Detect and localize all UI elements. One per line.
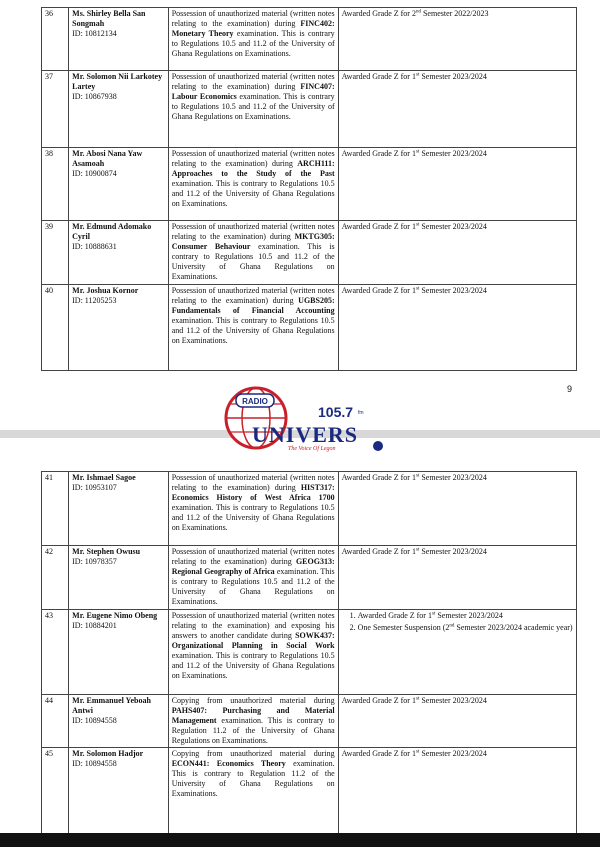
logo-fm: fm [358, 410, 364, 416]
student-id: ID: 10978357 [72, 557, 117, 566]
table-row [42, 748, 577, 834]
table-row [42, 221, 577, 285]
student-id: ID: 10884201 [72, 621, 117, 630]
student-cell [69, 610, 169, 695]
table-row [42, 610, 577, 695]
page-number: 9 [567, 384, 573, 394]
course-name: ECON441: Economics Theory [171, 759, 286, 768]
penalty-cell [338, 610, 576, 695]
offence-cell: Possession of unauthorized material (written notes relating to the examination) during GEOG313: Regional Geography of Africa examination. This is contrary to Regulations 10.5 and 11.2 of the University of Ghana Regulations on Examinations. [168, 546, 338, 610]
offence-cell: Possession of unauthorized material (written notes relating to the examination) during HIST317: Economics History of West Africa 1700 examination. This is contrary to Regulations 10.5 and 11.2 of the University of Ghana Regulations on Examinations. [168, 472, 338, 546]
penalty-cell: Awarded Grade Z for 1st Semester 2023/2024 [338, 546, 576, 610]
row-number: 39 [42, 221, 69, 285]
penalty-cell: Awarded Grade Z for 1st Semester 2023/2024 [338, 71, 576, 148]
penalty-cell: Awarded Grade Z for 1st Semester 2023/2024 [338, 748, 576, 834]
logo-brand-name: UNIVERS [252, 422, 359, 447]
student-name: Mr. Abosi Nana Yaw Asamoah [72, 149, 143, 168]
row-number: 38 [42, 148, 69, 221]
crest-icon [373, 441, 383, 451]
table-row [42, 546, 577, 610]
course-name: MKTG305: Consumer Behaviour [171, 232, 335, 251]
table-row [42, 285, 577, 371]
offence-cell: Possession of unauthorized material (written notes relating to the examination) during FINC407: Labour Economics examination. This is contrary to Regulations 10.5 and 11.2 of the University of Ghana Regulations on Examinations. [168, 71, 338, 148]
row-number: 42 [42, 546, 69, 610]
student-cell [69, 695, 169, 748]
logo-frequency: 105.7 [318, 404, 354, 420]
student-name: Mr. Emmanuel Yeboah Antwi [72, 696, 151, 715]
table-row [42, 695, 577, 748]
student-name: Ms. Shirley Bella San Songmah [72, 9, 146, 28]
penalty-cell: Awarded Grade Z for 1st Semester 2023/2024 [338, 221, 576, 285]
logo-tagline: The Voice Of Legon [288, 446, 336, 452]
course-name: ARCH111: Approaches to the Study of the Past [171, 159, 335, 178]
course-name: GEOG313: Regional Geography of Africa [171, 557, 335, 576]
student-id: ID: 10894558 [72, 716, 117, 725]
student-cell [69, 71, 169, 148]
penalty-cell: Awarded Grade Z for 1st Semester 2023/2024 [338, 148, 576, 221]
penalty-cell: Awarded Grade Z for 1st Semester 2023/2024 [338, 695, 576, 748]
student-id: ID: 10812134 [72, 29, 117, 38]
student-id: ID: 10888631 [72, 242, 117, 251]
student-id: ID: 11205253 [72, 296, 117, 305]
row-number: 41 [42, 472, 69, 546]
offence-cell: Possession of unauthorized material (written notes relating to the examination) and exposing his answers to another candidate during SOWK437: Organizational Planning in Social Work examination. This is contrary to Regulations 10.5 and 11.2 of the University of Ghana Regulations on Examinations. [168, 610, 338, 695]
student-name: Mr. Stephen Owusu [72, 547, 141, 556]
table-row [42, 472, 577, 546]
student-name: Mr. Joshua Kornor [72, 286, 139, 295]
student-name: Mr. Solomon Nii Larkotey Lartey [72, 72, 163, 91]
course-name: HIST317: Economics History of West Africa 1700 [171, 483, 335, 502]
course-name: FINC407: Labour Economics [171, 82, 335, 101]
student-id: ID: 10894558 [72, 759, 117, 768]
table-row [42, 71, 577, 148]
list-item: 1. Awarded Grade Z for 1st Semester 2023/2024 [358, 611, 573, 621]
row-number: 44 [42, 695, 69, 748]
student-cell [69, 472, 169, 546]
row-number: 45 [42, 748, 69, 834]
student-cell [69, 748, 169, 834]
student-name: Mr. Solomon Hadjor [72, 749, 144, 758]
student-cell [69, 546, 169, 610]
offence-cell: Possession of unauthorized material (written notes relating to the examination) during ARCH111: Approaches to the Study of the Past examination. This is contrary to Regulations 10.5 and 11.2 of the University of Ghana Regulations on Examinations. [168, 148, 338, 221]
offence-cell: Possession of unauthorized material (written notes relating to the examination) during MKTG305: Consumer Behaviour examination. This is contrary to Regulations 10.5 and 11.2 of the University of Ghana Regulations on Examinations. [168, 221, 338, 285]
penalty-cell: Awarded Grade Z for 1st Semester 2023/2024 [338, 472, 576, 546]
logo-radio-text: RADIO [242, 397, 268, 406]
student-name: Mr. Ishmael Sagoe [72, 473, 136, 482]
row-number: 43 [42, 610, 69, 695]
student-id: ID: 10867938 [72, 92, 117, 101]
offence-cell: Possession of unauthorized material (written notes relating to the examination) during FINC402: Monetary Theory examination. This is contrary to Regulations 10.5 and 11.2 of the University of Ghana Regulations on Examinations. [168, 8, 338, 71]
student-cell [69, 221, 169, 285]
student-id: ID: 10900874 [72, 169, 117, 178]
offence-cell: Copying from unauthorized material during PAHS407: Purchasing and Material Management examination. This is contrary to Regulation 11.2 of the University of Ghana Regulations on Examinations. [168, 695, 338, 748]
offence-cell: Copying from unauthorized material during ECON441: Economics Theory examination. This is contrary to Regulation 11.2 of the University of Ghana Regulations on Examinations. [168, 748, 338, 834]
course-name: PAHS407: Purchasing and Material Management [171, 706, 335, 725]
sanctions-table-top [41, 7, 577, 371]
student-id: ID: 10953107 [72, 483, 117, 492]
radio-univers-logo [210, 384, 390, 456]
course-name: FINC402: Monetary Theory [171, 19, 335, 38]
row-number: 36 [42, 8, 69, 71]
row-number: 37 [42, 71, 69, 148]
sanctions-table-bottom [41, 471, 577, 834]
course-name: UGBS205: Fundamentals of Financial Accounting [171, 296, 335, 315]
student-name: Mr. Edmund Adomako Cyril [72, 222, 152, 241]
row-number: 40 [42, 285, 69, 371]
penalty-cell: Awarded Grade Z for 2nd Semester 2022/2023 [338, 8, 576, 71]
student-cell [69, 148, 169, 221]
student-cell [69, 8, 169, 71]
table-row [42, 8, 577, 71]
page-bottom-edge [0, 833, 600, 847]
student-name: Mr. Eugene Nimo Obeng [72, 611, 158, 620]
table-row [42, 148, 577, 221]
list-item: 2. One Semester Suspension (2nd Semester 2023/2024 academic year) [358, 623, 573, 633]
student-cell [69, 285, 169, 371]
course-name: SOWK437: Organizational Planning in Social Work [171, 631, 335, 650]
penalty-list [342, 611, 573, 633]
offence-cell: Possession of unauthorized material (written notes relating to the examination) during UGBS205: Fundamentals of Financial Accounting examination. This is contrary to Regulations 10.5 and 11.2 of the University of Ghana Regulations on Examinations. [168, 285, 338, 371]
penalty-cell: Awarded Grade Z for 1st Semester 2023/2024 [338, 285, 576, 371]
